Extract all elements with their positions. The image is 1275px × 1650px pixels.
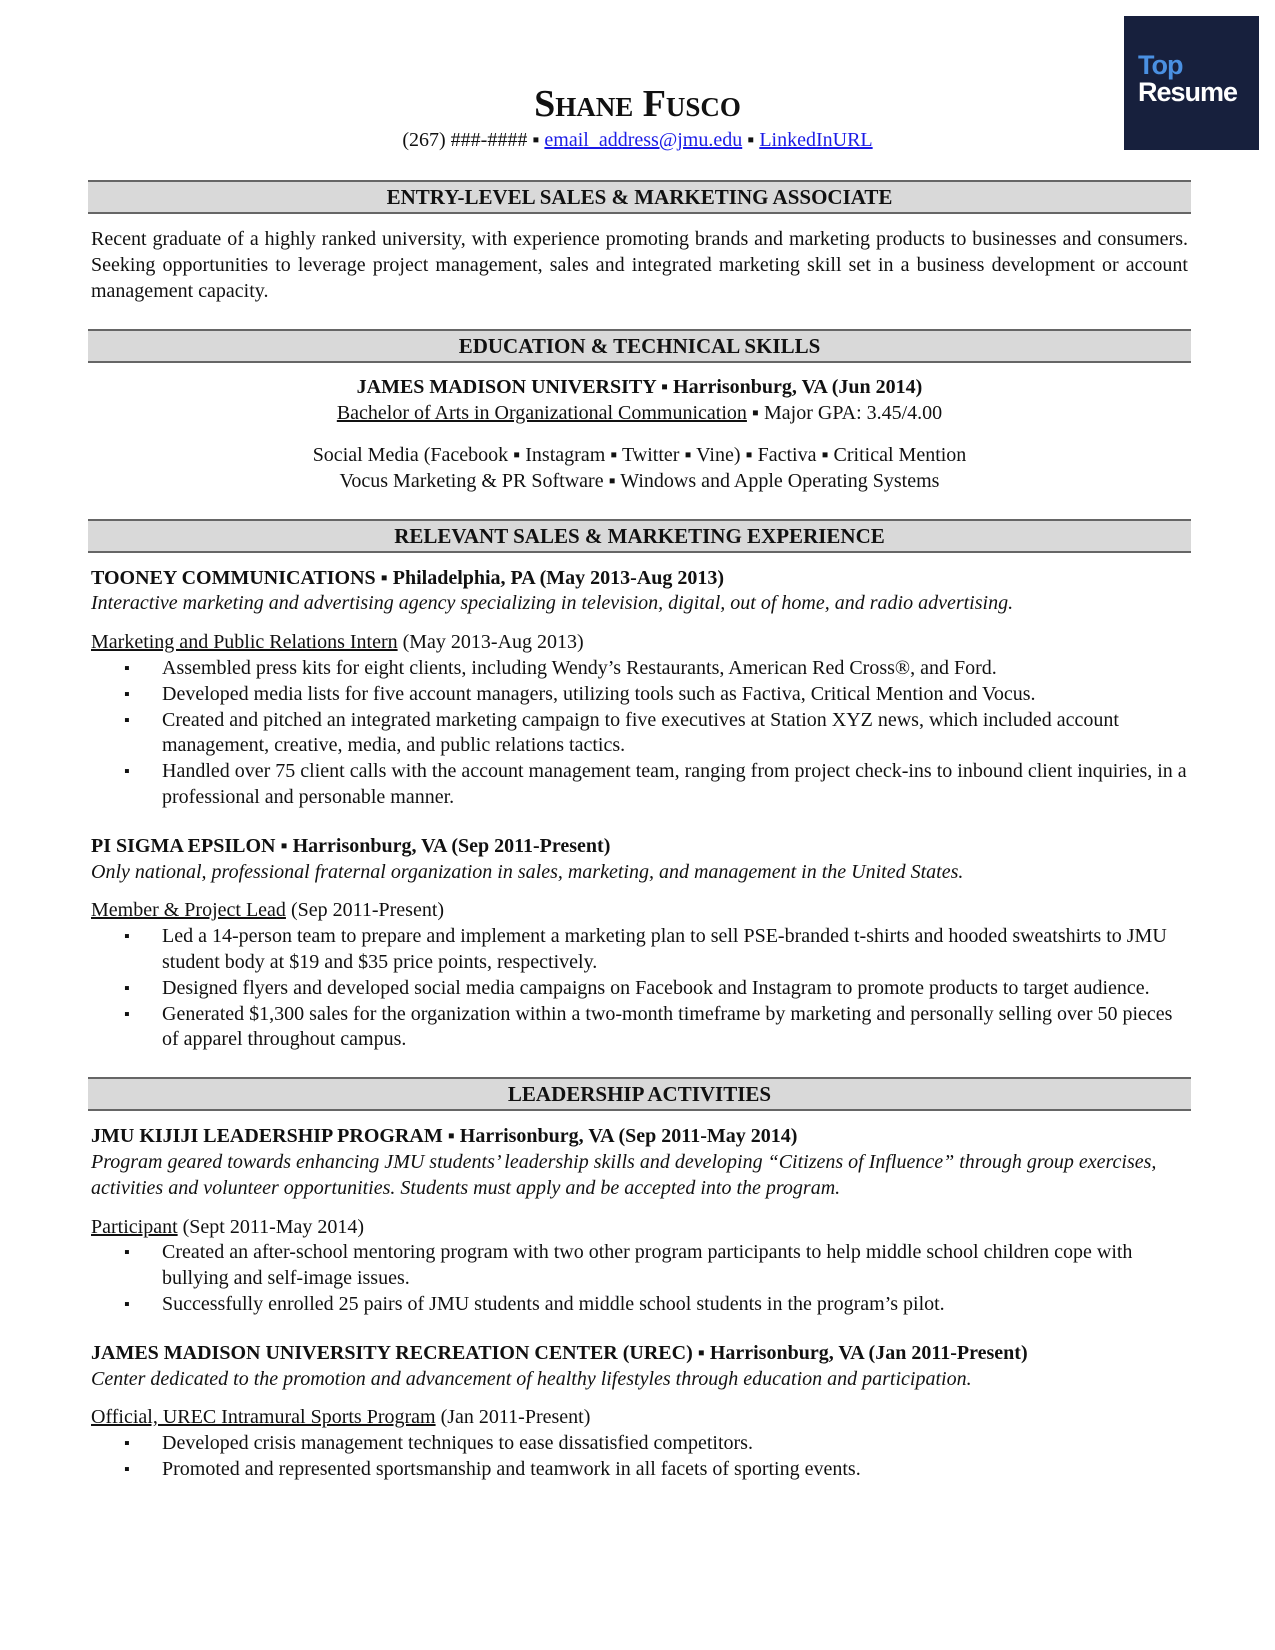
bullet-item: ▪ Promoted and represented sportsmanship and teamwork in all facets of sporting events. (162, 1457, 1191, 1483)
role-title: Official, UREC Intramural Sports Program (91, 1406, 436, 1429)
organization-description: Interactive marketing and advertising agency specializing in television, digital, out of home, and radio advertising. (91, 592, 1014, 615)
role-line (88, 1405, 1191, 1431)
entry (88, 566, 1191, 811)
bullet-list (88, 1240, 1191, 1317)
role-dates: (Sept 2011-May 2014) (177, 1215, 365, 1238)
bullet-item: ▪ Generated $1,300 sales for the organization within a two-month timeframe by marketing and personally selling over 50 pieces of apparel throughout campus. (162, 1002, 1191, 1054)
gpa: ▪ Major GPA: 3.45/4.00 (746, 402, 943, 425)
bullet-item: ▪ Assembled press kits for eight clients, including Wendy’s Restaurants, American Red Cross®, and Ford. (162, 656, 1191, 682)
phone: (267) ###-#### (402, 129, 528, 151)
role-title: Member & Project Lead (91, 899, 286, 922)
bullet-item: ▪ Successfully enrolled 25 pairs of JMU students and middle school students in the program’s pilot. (162, 1292, 1191, 1318)
contact-line (0, 128, 1275, 154)
role-dates: (May 2013-Aug 2013) (397, 631, 584, 654)
organization: JAMES MADISON UNIVERSITY RECREATION CENTER (UREC) ▪ Harrisonburg, VA (Jan 2011-Present) (91, 1341, 1028, 1364)
school: JAMES MADISON UNIVERSITY ▪ Harrisonburg, VA (Jun 2014) (356, 376, 923, 399)
linkedin-link[interactable]: LinkedInURL (759, 129, 873, 151)
bullet-list (88, 1431, 1191, 1483)
role-title: Participant (91, 1215, 178, 1238)
entry (88, 834, 1191, 1053)
role-title: Marketing and Public Relations Intern (91, 631, 398, 654)
bullet-list (88, 656, 1191, 811)
bullet-item: ▪ Handled over 75 client calls with the account management team, ranging from project check-ins to inbound client inquiries, in a professional and personable manner. (162, 759, 1191, 811)
skills-line-2: Vocus Marketing & PR Software ▪ Windows and Apple Operating Systems (339, 469, 940, 492)
summary-text: Recent graduate of a highly ranked university, with experience promoting brands and marketing products to businesses and consumers. Seeking opportunities to leverage project management, sales and integrated marketing skill set in a business development or account management capacity. (91, 228, 1188, 302)
candidate-name: Shane Fusco (534, 83, 741, 125)
organization: TOONEY COMMUNICATIONS ▪ Philadelphia, PA (May 2013-Aug 2013) (91, 566, 725, 589)
entry (88, 1124, 1191, 1318)
organization: JMU KIJIJI LEADERSHIP PROGRAM ▪ Harrisonburg, VA (Sep 2011-May 2014) (91, 1125, 798, 1148)
role-line (88, 630, 1191, 656)
bullet-item: ▪ Developed media lists for five account managers, utilizing tools such as Factiva, Critical Mention and Vocus. (162, 682, 1191, 708)
bullet-list (88, 924, 1191, 1053)
degree: Bachelor of Arts in Organizational Communication (336, 402, 747, 425)
role-line (88, 898, 1191, 924)
role-dates: (Sep 2011-Present) (285, 899, 445, 922)
bullet-item: ▪ Created and pitched an integrated marketing campaign to five executives at Station XYZ news, which included account management, creative, media, and public relations tactics. (162, 708, 1191, 760)
organization-description: Only national, professional fraternal organization in sales, marketing, and management in the United States. (91, 860, 964, 883)
separator: ▪ (742, 129, 760, 151)
entry (88, 1341, 1191, 1483)
separator: ▪ (527, 129, 545, 151)
email-link[interactable]: email_address@jmu.edu (544, 129, 743, 151)
experience-list (88, 566, 1191, 1054)
role-line (88, 1215, 1191, 1241)
section-header-experience: RELEVANT SALES & MARKETING EXPERIENCE (88, 519, 1191, 553)
role-dates: (Jan 2011-Present) (435, 1406, 591, 1429)
logo-top: Top (1138, 50, 1183, 80)
bullet-item: ▪ Developed crisis management techniques to ease dissatisfied competitors. (162, 1431, 1191, 1457)
section-header-leadership: LEADERSHIP ACTIVITIES (88, 1077, 1191, 1111)
section-header-education: EDUCATION & TECHNICAL SKILLS (88, 329, 1191, 363)
skills-line-1: Social Media (Facebook ▪ Instagram ▪ Twitter ▪ Vine) ▪ Factiva ▪ Critical Mention (312, 443, 967, 466)
resume-body (88, 180, 1191, 1483)
degree-line (88, 401, 1191, 427)
bullet-item: ▪ Designed flyers and developed social media campaigns on Facebook and Instagram to promote products to target audience. (162, 976, 1191, 1002)
section-header-summary: ENTRY-LEVEL SALES & MARKETING ASSOCIATE (88, 180, 1191, 214)
logo-resume: Resume (1138, 77, 1238, 107)
leadership-list (88, 1124, 1191, 1483)
organization-description: Program geared towards enhancing JMU students’ leadership skills and developing “Citizens of Influence” through group exercises, activities and volunteer opportunities. Students must apply and be accepted into the program. (91, 1150, 1157, 1199)
organization-description: Center dedicated to the promotion and advancement of healthy lifestyles through education and participation. (91, 1367, 972, 1390)
bullet-item: ▪ Led a 14-person team to prepare and implement a marketing plan to sell PSE-branded t-shirts and hooded sweatshirts to JMU student body at $19 and $35 price points, respectively. (162, 924, 1191, 976)
organization: PI SIGMA EPSILON ▪ Harrisonburg, VA (Sep 2011-Present) (91, 834, 611, 857)
bullet-item: ▪ Created an after-school mentoring program with two other program participants to help middle school children cope with bullying and self-image issues. (162, 1240, 1191, 1292)
